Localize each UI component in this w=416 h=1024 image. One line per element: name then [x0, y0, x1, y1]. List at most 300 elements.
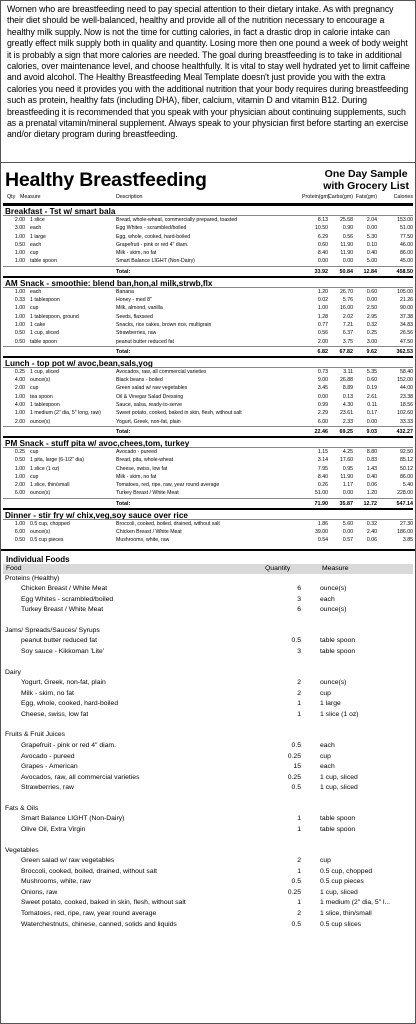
col-description: Description — [116, 194, 143, 200]
food-measure: each — [320, 763, 335, 771]
cell-protein: 1.15 — [317, 448, 328, 455]
meal-row — [3, 465, 413, 473]
cell-fats: 0.40 — [366, 473, 377, 480]
meal-row — [3, 473, 413, 481]
cell-fats: 2.95 — [366, 313, 377, 320]
cell-qty: 0.50 — [14, 241, 25, 248]
cell-measure: 1 tablespoon — [30, 297, 60, 304]
food-quantity: 15 — [293, 763, 301, 771]
cell-description: Broccoli, cooked, boiled, drained, without salt — [116, 520, 220, 527]
food-item-row — [1, 636, 415, 647]
cell-qty: 1.00 — [14, 465, 25, 472]
food-item-row — [1, 888, 415, 899]
subtitle — [323, 168, 409, 192]
total-carbs: 50.84 — [339, 268, 353, 275]
meal-title: Lunch - top pot w/ avoc,bean,sals,yog — [3, 356, 413, 368]
cell-measure: 1 cake — [30, 321, 46, 328]
food-item-row — [1, 595, 415, 606]
total-calories: 458.50 — [396, 268, 413, 275]
total-row — [3, 426, 413, 436]
meal-row — [3, 520, 413, 528]
cell-carbs: 2.33 — [342, 418, 353, 425]
food-name: Avocado - pureed — [21, 752, 75, 760]
cell-protein: 6.00 — [317, 418, 328, 425]
total-fats: 9.03 — [366, 428, 377, 435]
cell-measure: cup — [30, 385, 39, 392]
cell-description: Green salad w/ raw vegetables — [116, 385, 188, 392]
cell-qty: 2.00 — [14, 482, 25, 489]
cell-fats: 5.00 — [366, 258, 377, 265]
cell-calories: 46.00 — [400, 241, 413, 248]
cell-qty: 1.00 — [14, 473, 25, 480]
total-fats: 12.84 — [363, 268, 377, 275]
food-quantity: 3 — [297, 647, 301, 655]
meal-row — [3, 216, 413, 224]
cell-qty: 1.00 — [14, 305, 25, 312]
cell-description: Seeds, flaxseed — [116, 313, 153, 320]
cell-fats: 8.80 — [366, 448, 377, 455]
food-quantity: 0.5 — [291, 637, 301, 645]
cell-fats: 5.35 — [366, 368, 377, 375]
cell-calories: 90.00 — [400, 305, 413, 312]
cell-fats: 0.10 — [366, 241, 377, 248]
meal-title: Dinner - stir fry w/ chix,veg,soy sauce over rice — [3, 508, 413, 520]
food-measure: 0.5 cup slices — [320, 920, 362, 928]
intro-paragraph: Women who are breastfeeding need to pay special attention to their dietary intake. As with pregnancy their diet should be well-balanced, healthy and provide all of the nutrition necessary to encourage a healthy milk supply. Now is not the time for cutting calories, in fact a drastic drop in calorie intake can greatly effect milk supply both in quality and quantity. Losing more then one pound a week of body weight it is probably a sign that more calories are needed. The goal during breastfeeding is to take in additional calories, over maintenance level, and choose healthfully. It is vital to stay well hydrated yet to limit caffeine and avoid alcohol. The Healthy Breastfeeding Meal Template doesn't just provide you with the extra calories you need it provides you with the additional nutrition that your body requires during breastfeeding such as protein, healthy fats (including DHA), fiber, calcium, vitamin D and vitamin B12. During breastfeeding it is recommended that you speak with your physician about continuing supplements, such as a prenatal vitamin/mineral supplement. Always speak to your physician first before starting an exercise and/or dietary program during breastfeeding. — [1, 1, 415, 163]
total-label: Total: — [116, 348, 131, 355]
cell-measure: ounce(s) — [30, 377, 51, 384]
cell-measure: each — [30, 225, 42, 232]
cell-calories: 34.83 — [400, 321, 413, 328]
food-name: Broccoli, cooked, boiled, drained, without salt — [21, 867, 158, 875]
cell-qty: 6.00 — [14, 529, 25, 536]
food-quantity: 0.25 — [287, 752, 301, 760]
cell-protein: 8.13 — [317, 217, 328, 223]
food-measure: table spoon — [320, 647, 356, 655]
meal-title: PM Snack - stuff pita w/ avoc,chees,tom, turkey — [3, 436, 413, 448]
cell-measure: tea spoon — [30, 393, 53, 400]
food-measure: table spoon — [320, 815, 356, 823]
meal-row — [3, 288, 413, 296]
cell-fats: 0.11 — [367, 402, 377, 409]
food-item-row — [1, 867, 415, 878]
cell-fats: 0.60 — [366, 288, 377, 295]
cell-qty: 0.50 — [14, 457, 25, 464]
cell-measure: 1 tablespoon — [30, 402, 60, 409]
food-quantity: 1 — [297, 899, 301, 907]
meal-row — [3, 528, 413, 536]
food-quantity: 0.5 — [291, 878, 301, 886]
cell-fats: 0.19 — [366, 385, 377, 392]
food-measure: ounce(s) — [320, 606, 347, 614]
cell-description: Chicken Breast / White Meat — [116, 529, 182, 536]
cell-fats: 0.60 — [366, 377, 377, 384]
meal-row — [3, 489, 413, 497]
total-calories: 362.53 — [396, 348, 413, 355]
cell-calories: 3.85 — [402, 537, 413, 544]
food-quantity: 1 — [297, 700, 301, 708]
food-measure: 0.5 cup pieces — [320, 878, 364, 886]
meal-title: Breakfast - Tst w/ smart bala — [3, 204, 413, 216]
food-name: Onions, raw — [21, 888, 58, 896]
cell-protein: 39.00 — [315, 529, 328, 536]
meal-list — [1, 204, 415, 545]
food-name: Soy sauce - Kikkoman 'Lite' — [21, 647, 105, 655]
col-protein: Protein(gm) — [302, 194, 330, 200]
cell-fats: 0.00 — [366, 418, 377, 425]
cell-protein: 0.00 — [317, 258, 328, 265]
group-spacer — [1, 658, 415, 668]
cell-protein: 1.86 — [317, 520, 328, 527]
cell-calories: 47.50 — [400, 338, 413, 345]
col-calories: Calories — [393, 194, 413, 200]
cell-carbs: 0.00 — [342, 490, 353, 497]
food-quantity: 0.5 — [291, 920, 301, 928]
cell-description: Sweet potato, cooked, baked in skin, flesh, without salt — [116, 410, 242, 417]
food-item-row — [1, 752, 415, 763]
meal-row — [3, 304, 413, 312]
cell-calories: 186.00 — [397, 529, 413, 536]
cell-measure: cup — [30, 250, 39, 257]
cell-carbs: 11.90 — [340, 241, 353, 248]
total-row — [3, 346, 413, 356]
cell-qty: 6.00 — [14, 490, 25, 497]
cell-qty: 1.00 — [14, 288, 25, 295]
cell-fats: 2.04 — [366, 217, 377, 223]
cell-description: Strawberries, raw — [116, 330, 157, 337]
cell-fats: 5.30 — [366, 233, 377, 240]
cell-calories: 105.00 — [397, 288, 413, 295]
cell-description: Avocados, raw, all commercial varieties — [116, 368, 207, 375]
col-food: Food — [6, 564, 22, 572]
cell-fats: 0.32 — [366, 321, 377, 328]
cell-protein: 0.02 — [317, 297, 328, 304]
group-spacer — [1, 720, 415, 730]
meal-row — [3, 456, 413, 464]
meal-row — [3, 409, 413, 417]
cell-description: Grapefruit - pink or red 4" diam. — [116, 241, 189, 248]
cell-carbs: 0.00 — [342, 529, 353, 536]
food-quantity: 0.25 — [287, 773, 301, 781]
cell-carbs: 26.70 — [340, 288, 353, 295]
food-measure: 1 cup, sliced — [320, 888, 358, 896]
food-name: Cheese, swiss, low fat — [21, 710, 89, 718]
food-item-row — [1, 605, 415, 616]
cell-qty: 0.25 — [14, 448, 25, 455]
cell-measure: 1 tablespoon, ground — [30, 313, 79, 320]
cell-qty: 0.25 — [14, 368, 25, 375]
subtitle-line-2: with Grocery List — [323, 180, 409, 192]
food-name: Mushrooms, white, raw — [21, 878, 91, 886]
cell-description: Milk, almond, vanilla — [116, 305, 163, 312]
cell-carbs: 0.90 — [342, 225, 353, 232]
food-group-title: Dairy — [5, 668, 21, 676]
cell-description: peanut butter reduced fat — [116, 338, 174, 345]
cell-description: Egg, whole, cooked, hard-boiled — [116, 233, 191, 240]
meal-row — [3, 313, 413, 321]
cell-qty: 2.00 — [14, 418, 25, 425]
column-header — [3, 194, 413, 204]
cell-measure: 1 slice (1 oz) — [30, 465, 60, 472]
cell-carbs: 8.89 — [342, 385, 353, 392]
food-name: Egg, whole, cooked, hard-boiled — [21, 700, 119, 708]
cell-carbs: 16.00 — [340, 305, 353, 312]
cell-measure: ounce(s) — [30, 418, 51, 425]
meal-row — [3, 401, 413, 409]
cell-description: Honey - med 8" — [116, 297, 152, 304]
food-measure: ounce(s) — [320, 585, 347, 593]
cell-protein: 0.73 — [317, 368, 328, 375]
col-food-measure: Measure — [322, 564, 349, 572]
food-quantity: 2 — [297, 679, 301, 687]
meal-row — [3, 481, 413, 489]
meal-title: AM Snack - smoothie: blend ban,hon,al milk,strwb,flx — [3, 276, 413, 288]
cell-protein: 0.77 — [317, 321, 328, 328]
cell-description: Banana — [116, 288, 134, 295]
cell-calories: 102.60 — [397, 410, 413, 417]
cell-protein: 6.29 — [317, 233, 328, 240]
food-measure: each — [320, 595, 335, 603]
cell-carbs: 0.56 — [342, 233, 353, 240]
cell-carbs: 2.02 — [342, 313, 353, 320]
cell-description: Bread, pita, whole-wheat — [116, 457, 174, 464]
cell-measure: cup — [30, 448, 39, 455]
cell-carbs: 0.00 — [342, 258, 353, 265]
cell-qty: 0.50 — [14, 338, 25, 345]
cell-protein: 8.40 — [317, 250, 328, 257]
cell-qty: 0.50 — [14, 330, 25, 337]
cell-description: Black beans - boiled — [116, 377, 163, 384]
food-item-row — [1, 825, 415, 836]
meal-row — [3, 384, 413, 392]
cell-qty: 3.00 — [14, 225, 25, 232]
food-item-row — [1, 856, 415, 867]
total-carbs: 35.87 — [339, 500, 353, 507]
cell-description: Oil & Vinegar Salad Dressing — [116, 393, 184, 400]
cell-protein: 1.20 — [317, 288, 328, 295]
food-measure: cup — [320, 689, 331, 697]
cell-fats: 0.00 — [366, 297, 377, 304]
food-quantity: 2 — [297, 689, 301, 697]
food-measure: 1 cup, sliced — [320, 773, 358, 781]
cell-description: Mushrooms, white, raw — [116, 537, 170, 544]
meal-row — [3, 338, 413, 346]
cell-measure: ounce(s) — [30, 490, 51, 497]
group-spacer — [1, 616, 415, 626]
food-quantity: 2 — [297, 857, 301, 865]
meal-row — [3, 368, 413, 376]
cell-calories: 58.40 — [400, 368, 413, 375]
total-fats: 9.62 — [366, 348, 377, 355]
meal-row — [3, 296, 413, 304]
cell-protein: 3.14 — [317, 457, 328, 464]
food-group-title: Vegetables — [5, 846, 39, 854]
food-measure: 1 large — [320, 700, 341, 708]
meal-section — [1, 276, 415, 356]
meal-row — [3, 233, 413, 241]
meal-section — [1, 204, 415, 276]
cell-qty: 0.33 — [14, 297, 25, 304]
cell-description: Yogurt, Greek, non-fat, plain — [116, 418, 181, 425]
total-fats: 12.72 — [363, 500, 377, 507]
food-quantity: 6 — [297, 606, 301, 614]
food-name: peanut butter reduced fat — [21, 637, 97, 645]
cell-description: Turkey Breast / White Meat — [116, 490, 179, 497]
cell-calories: 92.50 — [400, 448, 413, 455]
total-protein: 33.92 — [314, 268, 328, 275]
cell-measure: 1 pita, large (6-1/2" dia) — [30, 457, 85, 464]
header — [1, 163, 415, 194]
cell-qty: 1.00 — [14, 321, 25, 328]
cell-fats: 1.43 — [366, 465, 377, 472]
col-measure: Measure — [20, 194, 41, 200]
cell-fats: 1.20 — [366, 490, 377, 497]
cell-calories: 77.50 — [400, 233, 413, 240]
cell-carbs: 6.37 — [342, 330, 353, 337]
food-measure: 1 slice (1 oz) — [320, 710, 359, 718]
food-name: Smart Balance LIGHT (Non-Dairy) — [21, 815, 125, 823]
food-item-row — [1, 710, 415, 721]
cell-fats: 0.17 — [366, 410, 377, 417]
meal-row — [3, 241, 413, 249]
subtitle-line-1: One Day Sample — [324, 168, 408, 180]
cell-qty: 1.00 — [14, 520, 25, 527]
food-quantity: 2 — [297, 910, 301, 918]
food-name: Grapefruit - pink or red 4" diam. — [21, 741, 116, 749]
cell-calories: 5.40 — [402, 482, 413, 489]
food-quantity: 1 — [297, 826, 301, 834]
cell-measure: 1 slice — [30, 217, 45, 223]
cell-description: Avocado - pureed — [116, 448, 157, 455]
cell-protein: 51.00 — [315, 490, 328, 497]
cell-description: Snacks, rice cakes, brown rice, multigrain — [116, 321, 212, 328]
cell-qty: 1.00 — [14, 250, 25, 257]
cell-measure: each — [30, 288, 42, 295]
food-quantity: 6 — [297, 585, 301, 593]
cell-carbs: 11.90 — [340, 250, 353, 257]
cell-measure: table spoon — [30, 338, 57, 345]
cell-qty: 1.00 — [14, 313, 25, 320]
food-name: Avocados, raw, all commercial varieties — [21, 773, 140, 781]
total-label: Total: — [116, 500, 131, 507]
cell-measure: 1 cup, sliced — [30, 368, 59, 375]
cell-measure: 1 large — [30, 233, 46, 240]
food-measure: 1 slice, thin/small — [320, 910, 372, 918]
cell-calories: 228.00 — [397, 490, 413, 497]
food-name: Egg Whites - scrambled/boiled — [21, 595, 114, 603]
cell-calories: 45.00 — [400, 258, 413, 265]
cell-protein: 0.60 — [317, 241, 328, 248]
cell-qty: 4.00 — [14, 402, 25, 409]
food-item-row — [1, 647, 415, 658]
total-calories: 547.14 — [396, 500, 413, 507]
cell-measure: 1 cup, sliced — [30, 330, 59, 337]
col-carbs: Carbs(gm) — [327, 194, 353, 200]
total-label: Total: — [116, 268, 131, 275]
food-quantity: 0.25 — [287, 888, 301, 896]
cell-fats: 0.32 — [366, 520, 377, 527]
food-item-row — [1, 814, 415, 825]
meal-row — [3, 249, 413, 257]
cell-qty: 2.00 — [14, 217, 25, 223]
food-group-title: Fats & Oils — [5, 804, 39, 812]
food-measure: table spoon — [320, 826, 356, 834]
cell-calories: 18.56 — [400, 402, 413, 409]
food-name: Chicken Breast / White Meat — [21, 585, 108, 593]
cell-qty: 2.00 — [14, 385, 25, 392]
cell-qty: 1.00 — [14, 410, 25, 417]
total-row — [3, 498, 413, 508]
meal-row — [3, 448, 413, 456]
total-carbs: 67.82 — [339, 348, 353, 355]
food-item-row — [1, 741, 415, 752]
cell-calories: 26.56 — [400, 330, 413, 337]
cell-protein: 0.99 — [317, 402, 328, 409]
food-quantity: 1 — [297, 867, 301, 875]
food-name: Milk - skim, no fat — [21, 689, 74, 697]
cell-calories: 33.33 — [400, 418, 413, 425]
cell-carbs: 17.60 — [340, 457, 353, 464]
food-item-row — [1, 920, 415, 931]
cell-fats: 0.83 — [366, 457, 377, 464]
cell-carbs: 23.61 — [340, 410, 353, 417]
col-fats: Fats(gm) — [355, 194, 377, 200]
food-name: Waterchestnuts, chinese, canned, solids and liquids — [21, 920, 177, 928]
cell-measure: ounce(s) — [30, 529, 51, 536]
cell-protein: 0.26 — [317, 482, 328, 489]
food-measure: each — [320, 741, 335, 749]
cell-fats: 2.40 — [366, 529, 377, 536]
food-quantity: 1 — [297, 815, 301, 823]
cell-protein: 8.40 — [317, 473, 328, 480]
cell-calories: 86.00 — [400, 250, 413, 257]
meal-row — [3, 321, 413, 329]
food-name: Green salad w/ raw vegetables — [21, 857, 115, 865]
total-protein: 22.46 — [314, 428, 328, 435]
cell-measure: cup — [30, 305, 39, 312]
cell-calories: 37.38 — [400, 313, 413, 320]
cell-protein: 0.56 — [317, 330, 328, 337]
food-item-row — [1, 783, 415, 794]
food-groups — [1, 574, 415, 931]
cell-carbs: 0.57 — [342, 537, 353, 544]
cell-measure: 0.5 cup, chopped — [30, 520, 70, 527]
page-title: Healthy Breastfeeding — [5, 169, 207, 191]
cell-qty: 4.00 — [14, 377, 25, 384]
group-spacer — [1, 836, 415, 846]
cell-carbs: 4.30 — [342, 402, 353, 409]
food-name: Turkey Breast / White Meat — [21, 606, 104, 614]
cell-calories: 44.00 — [400, 385, 413, 392]
individual-foods-column-header — [3, 564, 413, 574]
total-calories: 432.27 — [396, 428, 413, 435]
food-name: Sweet potato, cooked, baked in skin, flesh, without salt — [21, 899, 186, 907]
meal-row — [3, 329, 413, 337]
food-item-row — [1, 898, 415, 909]
total-protein: 71.90 — [314, 500, 328, 507]
cell-qty: 0.50 — [14, 537, 25, 544]
cell-description: Smart Balance LIGHT (Non-Dairy) — [116, 258, 195, 265]
cell-calories: 23.38 — [400, 393, 413, 400]
food-item-row — [1, 877, 415, 888]
food-item-row — [1, 699, 415, 710]
food-measure: ounce(s) — [320, 679, 347, 687]
cell-carbs: 5.76 — [342, 297, 353, 304]
food-group-title: Jams/ Spreads/Sauces/ Syrups — [5, 626, 100, 634]
cell-calories: 86.00 — [400, 473, 413, 480]
cell-description: Milk - skim, no fat — [116, 250, 157, 257]
food-item-row — [1, 773, 415, 784]
